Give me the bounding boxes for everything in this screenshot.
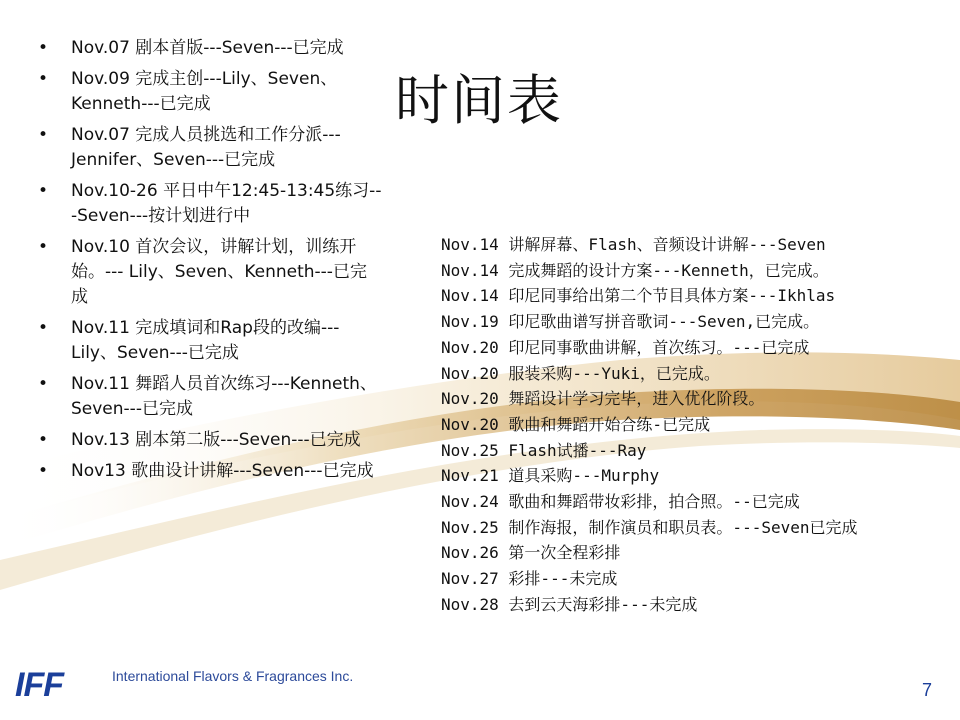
list-item: Nov.19 印尼歌曲谱写拼音歌词---Seven,已完成。: [441, 312, 820, 332]
list-item: Nov.20 舞蹈设计学习完毕，进入优化阶段。: [441, 389, 765, 409]
list-item: Nov.28 去到云天海彩排---未完成: [441, 594, 698, 614]
list-item: Nov.25 制作海报，制作演员和职员表。---Seven已完成: [441, 517, 858, 537]
list-item: Nov.27 彩排---未完成: [441, 569, 618, 589]
list-item: Nov.24 歌曲和舞蹈带妆彩排，拍合照。--已完成: [441, 492, 800, 512]
list-item: • Nov.10 首次会议，讲解计划，训练开始。--- Lily、Seven、Kenneth---已完成: [38, 235, 383, 310]
logo-text: IFF: [15, 666, 63, 704]
list-item: Nov.20 印尼同事歌曲讲解，首次练习。---已完成: [441, 337, 810, 357]
list-item: • Nov13 歌曲设计讲解---Seven---已完成: [38, 459, 383, 484]
list-item: Nov.14 讲解屏幕、Flash、音频设计讲解---Seven: [441, 235, 826, 254]
list-item: Nov.25 Flash试播---Ray: [441, 440, 647, 460]
list-item: Nov.14 完成舞蹈的设计方案---Kenneth，已完成。: [441, 260, 829, 280]
list-item: • Nov.07 剧本首版---Seven---已完成: [38, 36, 383, 61]
list-item: • Nov.09 完成主创---Lily、Seven、Kenneth---已完成: [38, 67, 383, 117]
list-item: Nov.14 印尼同事给出第二个节目具体方案---Ikhlas: [441, 286, 836, 306]
list-item: Nov.21 道具采购---Murphy: [441, 466, 660, 486]
left-task-list: [38, 36, 383, 490]
list-item: Nov.20 服装采购---Yuki，已完成。: [441, 363, 720, 383]
list-item: Nov.20 歌曲和舞蹈开始合练-已完成: [441, 414, 711, 434]
right-task-list: [441, 232, 931, 618]
slide-title: 时间表: [395, 69, 563, 132]
iff-logo: [15, 666, 63, 704]
list-item: • Nov.11 舞蹈人员首次练习---Kenneth、Seven---已完成: [38, 372, 383, 422]
company-name: International Flavors & Fragrances Inc.: [112, 668, 354, 684]
list-item: • Nov.11 完成填词和Rap段的改编--- Lily、Seven---已完成: [38, 316, 383, 366]
list-item: • Nov.10-26 平日中午12:45-13:45练习---Seven---按计划进行中: [38, 179, 383, 229]
page-number: 7: [922, 680, 933, 700]
list-item: • Nov.07 完成人员挑选和工作分派---Jennifer、Seven---已完成: [38, 123, 383, 173]
list-item: • Nov.13 剧本第二版---Seven---已完成: [38, 428, 383, 453]
list-item: Nov.26 第一次全程彩排: [441, 543, 621, 563]
